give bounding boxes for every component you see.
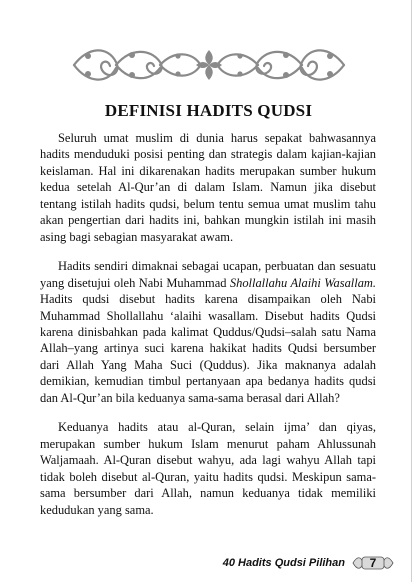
paragraph-text: Hadits qudsi disebut hadits karena disampaikan oleh Nabi Muhammad Shollallahu ‘alaihi wasallam. Disebut hadits Qudsi karena dinisbahkan pada kalimat Quddus/Qudsi–salah satu Nama Allah–yang artinya suci karena hakikat hadits Qudsi bersumber dari Allah Yang Maha Suci (Quddus). Jika maknanya adalah demikian, kemudian timbul pertanyaan apa bedanya hadits qudsi dan Al-Qur’an bila keduanya sama-sama berasal dari Allah? — [40, 292, 376, 405]
paragraph-3 — [40, 419, 376, 518]
paragraph-2 — [40, 258, 376, 406]
page-edge-line — [411, 0, 412, 582]
paragraph-text: Hadits sendiri dimaknai sebagai ucapan, perbuatan dan sesuatu yang disetujui oleh Nabi Muhammad — [40, 259, 376, 290]
paragraph-italic-text: Shollallahu Alaihi Wasallam. — [229, 275, 377, 290]
paragraph-1 — [40, 130, 376, 245]
page-number-badge — [351, 555, 395, 571]
page-footer — [223, 555, 395, 571]
footer-book-title: 40 Hadits Qudsi Pilihan — [222, 557, 345, 569]
paragraph-text: Keduanya hadits atau al-Quran, selain ijma’ dan qiyas, merupakan sumber hukum Islam menurut paham Ahlussunah Waljamaah. Al-Quran disebut wahyu, ada lagi wahyu Allah tapi tidak boleh disebut al-Quran, yaitu hadits qudsi. Meskipun sama-sama bersumber dari Allah, namun keduanya tidak memiliki kedudukan yang sama. — [40, 420, 376, 517]
page-title: DEFINISI HADITS QUDSI — [104, 101, 313, 120]
page-number: 7 — [369, 556, 377, 570]
floral-scroll-ornament-icon — [68, 42, 350, 88]
body-text — [40, 130, 376, 531]
paragraph-text: Seluruh umat muslim di dunia harus sepakat bahwasannya hadits menduduki posisi penting dan strategis dalam kajian-kajian keislaman. Hal ini dikarenakan hadits merupakan sumber hukum kedua setelah Al-Qur’an di dalam Islam. Namun jika disebut tentang istilah hadits qudsi, belum tentu semua umat muslim tahu akan pengertian dari hadits ini, bahkan mungkin istilah ini masih asing bagi sebagian masyarakat awam. — [40, 131, 376, 244]
